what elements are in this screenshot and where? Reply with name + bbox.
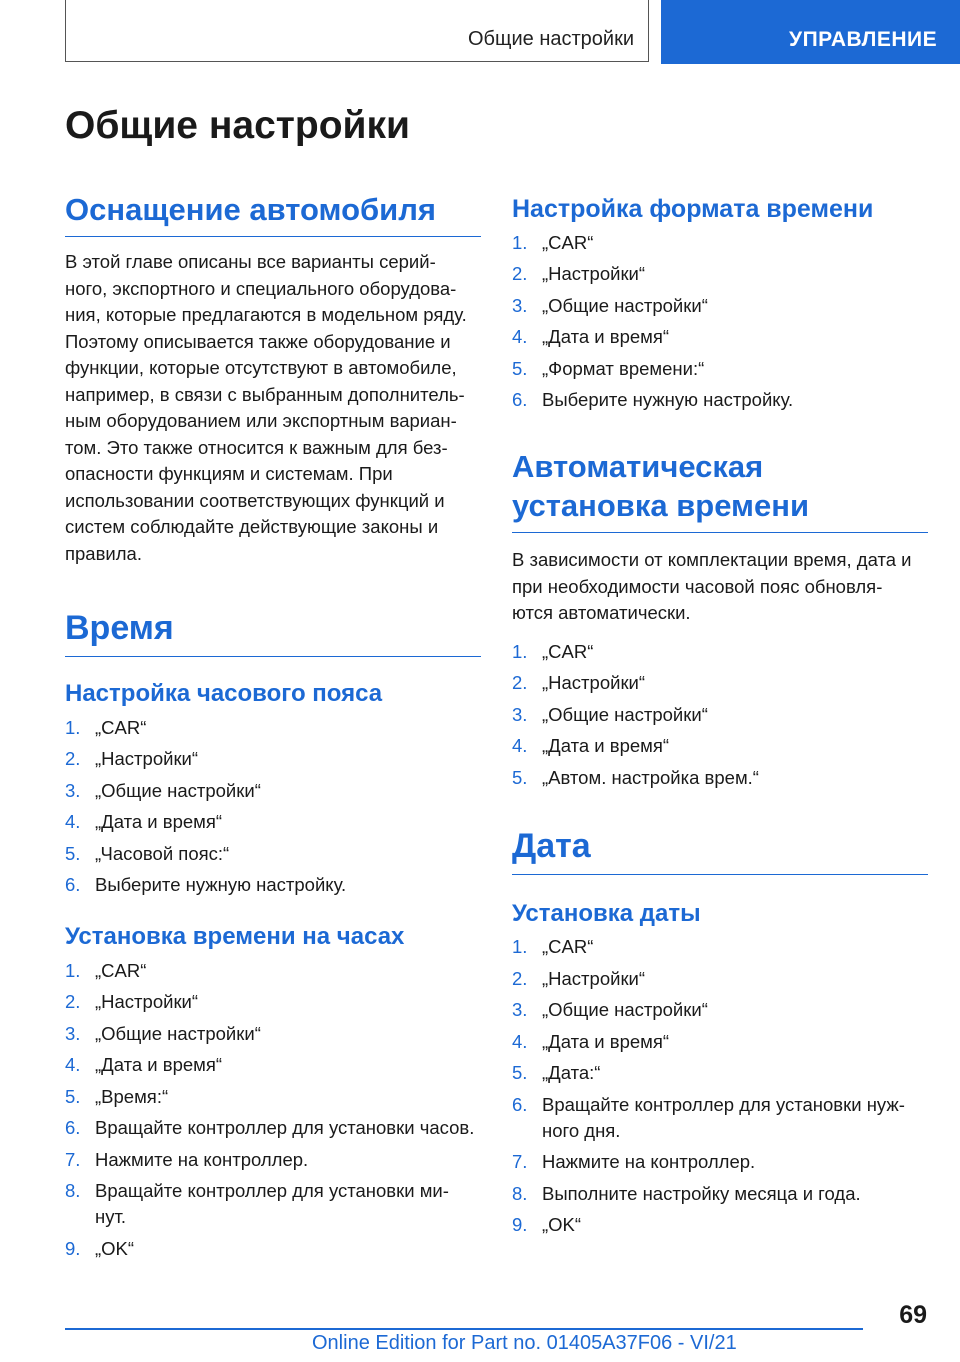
step-text: „Общие настройки“ xyxy=(542,999,708,1020)
list-item xyxy=(512,387,928,413)
step-text-continued: нут. xyxy=(95,1206,127,1227)
left-column xyxy=(65,190,481,1262)
step-number: 4. xyxy=(512,1030,528,1052)
step-text: „Настройки“ xyxy=(542,967,646,989)
right-column xyxy=(512,190,928,1238)
step-number: 4. xyxy=(512,326,528,347)
list-item xyxy=(512,997,928,1023)
step-number: 2. xyxy=(512,263,528,284)
list-item xyxy=(65,1178,481,1230)
step-text: „Дата и время“ xyxy=(95,811,223,832)
step-text: Вращайте контроллер для установки ми- xyxy=(95,1180,449,1201)
paragraph-line: при необходимости часовой пояс обновля- xyxy=(512,575,883,597)
list-item xyxy=(512,1181,928,1207)
step-number: 3. xyxy=(512,999,528,1020)
step-text: „CAR“ xyxy=(95,959,147,981)
step-number: 3. xyxy=(512,294,528,316)
list-item xyxy=(65,778,481,804)
step-number: 5. xyxy=(512,766,528,788)
step-number: 2. xyxy=(512,672,528,693)
step-text: „OK“ xyxy=(542,1214,582,1235)
section-heading-auto-time xyxy=(512,447,928,533)
step-number: 3. xyxy=(65,1022,81,1044)
paragraph-line: функции, которые отсутствуют в автомобиле, xyxy=(65,357,457,378)
paragraph-line: Поэтому описывается также оборудование и xyxy=(65,330,451,352)
list-item xyxy=(512,702,928,728)
list-item xyxy=(512,966,928,992)
step-number: 2. xyxy=(65,748,81,769)
list-item xyxy=(65,809,481,835)
step-number: 5. xyxy=(65,842,81,864)
step-number: 6. xyxy=(512,389,528,410)
step-text-continued: ного дня. xyxy=(542,1119,621,1141)
step-number: 2. xyxy=(65,991,81,1012)
list-item xyxy=(512,639,928,665)
list-item xyxy=(65,746,481,772)
edition-note: Online Edition for Part no. 01405A37F06 - VI/21 xyxy=(312,1332,737,1354)
list-item xyxy=(65,1052,481,1078)
list-item xyxy=(65,989,481,1015)
paragraph-line: правила. xyxy=(65,542,142,564)
step-number: 5. xyxy=(512,357,528,379)
step-text: Нажмите на контроллер. xyxy=(542,1151,756,1172)
step-text: „Настройки“ xyxy=(542,672,646,693)
step-text: „Часовой пояс:“ xyxy=(95,842,230,864)
step-number: 1. xyxy=(65,959,81,981)
step-number: 3. xyxy=(65,779,81,801)
equipment-paragraph xyxy=(65,249,481,567)
list-item xyxy=(65,1021,481,1047)
list-item xyxy=(65,1147,481,1173)
list-item xyxy=(512,1092,928,1144)
step-text: „Формат времени:“ xyxy=(542,357,705,379)
page-number: 69 xyxy=(899,1301,927,1329)
step-text: „Общие настройки“ xyxy=(542,703,708,725)
step-text: „Общие настройки“ xyxy=(542,294,708,316)
list-item xyxy=(512,293,928,319)
paragraph-line: ного, экспортного и специального оборудова- xyxy=(65,277,457,299)
subheading-set-date: Установка даты xyxy=(512,899,701,927)
step-number: 5. xyxy=(65,1085,81,1107)
paragraph-line: опасности функциям и системам. При xyxy=(65,463,393,484)
step-text: Выполните настройку месяца и года. xyxy=(542,1182,861,1204)
list-item xyxy=(512,1212,928,1238)
step-text: Выберите нужную настройку. xyxy=(542,389,794,410)
step-text: „OK“ xyxy=(95,1237,135,1259)
section-heading-date: Дата xyxy=(512,825,928,875)
section-tab: Общие настройки xyxy=(65,0,649,62)
set-date-steps xyxy=(512,934,928,1238)
list-item xyxy=(512,765,928,791)
step-text: „CAR“ xyxy=(542,231,594,253)
step-text: „Дата:“ xyxy=(542,1062,601,1083)
step-number: 1. xyxy=(512,231,528,253)
step-number: 3. xyxy=(512,703,528,725)
step-text: „Время:“ xyxy=(95,1085,169,1107)
paragraph-line: В зависимости от комплектации время, дата и xyxy=(512,549,912,570)
footer-divider xyxy=(65,1328,863,1330)
step-number: 1. xyxy=(512,936,528,957)
step-number: 8. xyxy=(65,1180,81,1201)
list-item xyxy=(65,872,481,898)
step-number: 6. xyxy=(65,874,81,895)
step-text: „Общие настройки“ xyxy=(95,779,261,801)
step-text: „Автом. настройка врем.“ xyxy=(542,766,759,788)
list-item xyxy=(512,733,928,759)
step-text: „CAR“ xyxy=(95,716,147,738)
list-item xyxy=(512,1029,928,1055)
step-number: 5. xyxy=(512,1062,528,1083)
step-number: 9. xyxy=(512,1214,528,1235)
timezone-steps xyxy=(65,715,481,899)
step-text: Вращайте контроллер для установки часов. xyxy=(95,1117,475,1138)
list-item xyxy=(65,958,481,984)
time-format-steps xyxy=(512,230,928,414)
paragraph-line: ются автоматически. xyxy=(512,602,691,623)
list-item xyxy=(512,356,928,382)
step-number: 4. xyxy=(65,1054,81,1075)
step-number: 9. xyxy=(65,1237,81,1259)
step-text: „Настройки“ xyxy=(542,263,646,284)
step-text: „Дата и время“ xyxy=(542,326,670,347)
step-number: 4. xyxy=(65,811,81,832)
auto-time-steps xyxy=(512,639,928,791)
list-item xyxy=(65,1115,481,1141)
clock-steps xyxy=(65,958,481,1262)
step-number: 7. xyxy=(65,1148,81,1170)
paragraph-line: например, в связи с выбранным дополнитель- xyxy=(65,383,465,405)
step-text: „Настройки“ xyxy=(95,991,199,1012)
step-number: 6. xyxy=(512,1093,528,1115)
list-item xyxy=(512,324,928,350)
subheading-time-format: Настройка формата времени xyxy=(512,195,874,223)
list-item xyxy=(512,230,928,256)
list-item xyxy=(512,670,928,696)
page-title: Общие настройки xyxy=(65,104,410,147)
list-item xyxy=(65,841,481,867)
list-item xyxy=(65,715,481,741)
step-text: „Дата и время“ xyxy=(542,735,670,756)
auto-time-paragraph xyxy=(512,547,928,627)
step-text: „Дата и время“ xyxy=(542,1030,670,1052)
step-number: 8. xyxy=(512,1182,528,1204)
paragraph-line: систем соблюдайте действующие законы и xyxy=(65,516,439,537)
step-text: Нажмите на контроллер. xyxy=(95,1148,309,1170)
step-text: „Общие настройки“ xyxy=(95,1022,261,1044)
paragraph-line: ным оборудованием или экспортным вариан- xyxy=(65,410,457,431)
subheading-timezone: Настройка часового пояса xyxy=(65,680,383,707)
subheading-clock: Установка времени на часах xyxy=(65,923,405,950)
list-item xyxy=(512,1060,928,1086)
step-text: Вращайте контроллер для установки нуж- xyxy=(542,1093,905,1115)
list-item xyxy=(65,1236,481,1262)
step-number: 1. xyxy=(512,640,528,662)
step-text: „Настройки“ xyxy=(95,748,199,769)
heading-line: установка времени xyxy=(512,488,809,523)
step-number: 4. xyxy=(512,735,528,756)
heading-line: Автоматическая xyxy=(512,449,764,484)
step-number: 2. xyxy=(512,967,528,989)
paragraph-line: использовании соответствующих функций и xyxy=(65,489,445,511)
list-item xyxy=(512,934,928,960)
step-text: „CAR“ xyxy=(542,936,594,957)
step-text: Выберите нужную настройку. xyxy=(95,874,347,895)
paragraph-line: том. Это также относится к важным для без- xyxy=(65,436,448,458)
step-number: 6. xyxy=(65,1117,81,1138)
step-number: 7. xyxy=(512,1151,528,1172)
step-text: „CAR“ xyxy=(542,640,594,662)
list-item xyxy=(65,1084,481,1110)
step-number: 1. xyxy=(65,716,81,738)
list-item xyxy=(512,1149,928,1175)
list-item xyxy=(512,261,928,287)
paragraph-line: В этой главе описаны все варианты серий- xyxy=(65,251,436,272)
section-heading-time: Время xyxy=(65,607,481,657)
chapter-tab: УПРАВЛЕНИЕ xyxy=(661,0,960,64)
step-text: „Дата и время“ xyxy=(95,1054,223,1075)
paragraph-line: ния, которые предлагаются в модельном ряду. xyxy=(65,304,467,325)
section-heading-equipment: Оснащение автомобиля xyxy=(65,190,481,237)
